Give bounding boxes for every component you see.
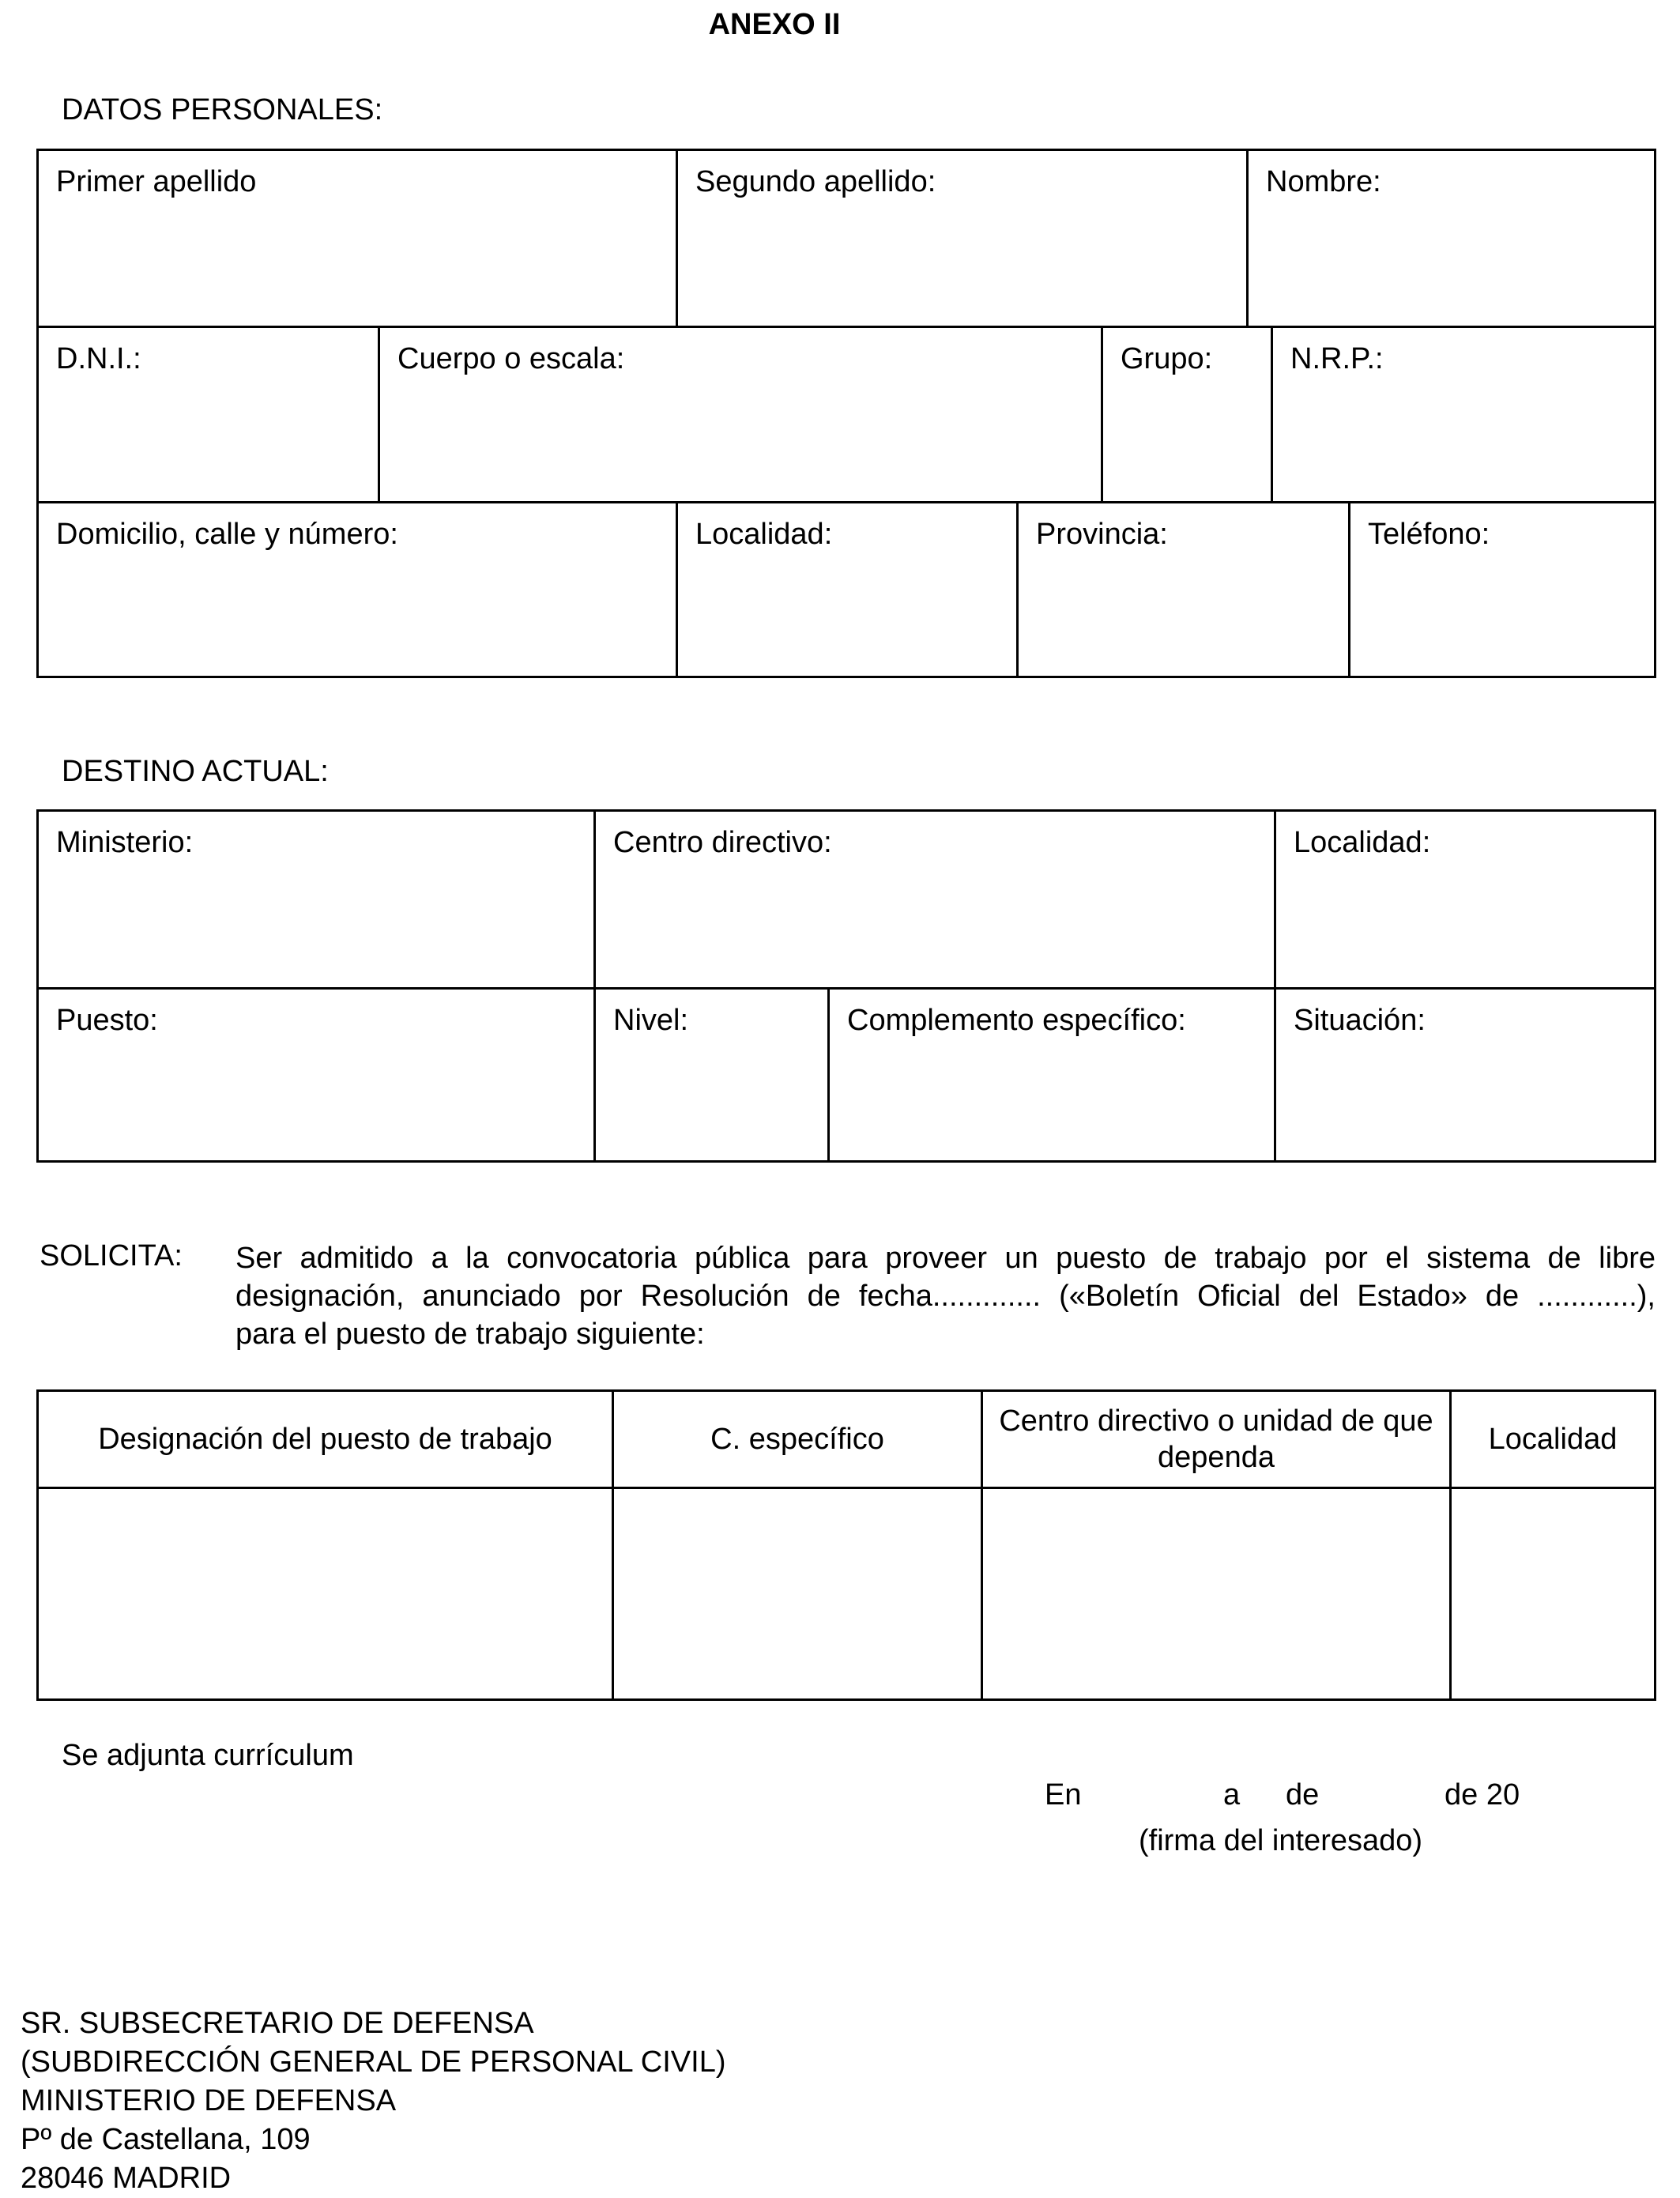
fecha-de-20: de 20: [1445, 1778, 1520, 1812]
field-label: Situación:: [1294, 1004, 1426, 1037]
address-block: [21, 2004, 725, 2198]
field-localidad[interactable]: [678, 503, 1019, 678]
address-line: Pº de Castellana, 109: [21, 2123, 311, 2156]
header-localidad: Localidad: [1488, 1423, 1618, 1456]
field-destino-localidad[interactable]: [1276, 812, 1654, 987]
solicita-text: [235, 1239, 1656, 1353]
destino-row-1: [39, 812, 1654, 987]
datos-personales-label: DATOS PERSONALES:: [62, 93, 383, 126]
fecha-en: En: [1045, 1778, 1082, 1812]
input-localidad[interactable]: [1452, 1489, 1654, 1701]
field-label: Teléfono:: [1368, 518, 1490, 551]
field-label: Puesto:: [56, 1004, 158, 1037]
field-cuerpo-escala[interactable]: [380, 328, 1103, 503]
field-label: Grupo:: [1121, 342, 1213, 375]
destino-actual-table: [36, 809, 1656, 1163]
field-label: Centro directivo:: [613, 826, 832, 859]
field-label: Provincia:: [1036, 518, 1168, 551]
puesto-header-row: [39, 1392, 1654, 1487]
field-telefono[interactable]: [1350, 503, 1654, 678]
field-label: Complemento específico:: [847, 1004, 1186, 1037]
address-line: SR. SUBSECRETARIO DE DEFENSA: [21, 2007, 534, 2040]
field-label: Primer apellido: [56, 165, 257, 198]
field-label: D.N.I.:: [56, 342, 141, 375]
field-label: Localidad:: [695, 518, 833, 551]
firma-interesado: (firma del interesado): [1139, 1824, 1423, 1857]
field-label: Localidad:: [1294, 826, 1431, 859]
fecha-de: de: [1286, 1778, 1320, 1812]
field-ministerio[interactable]: [39, 812, 596, 987]
field-label: N.R.P.:: [1290, 342, 1384, 375]
field-label: Ministerio:: [56, 826, 194, 859]
field-nrp[interactable]: [1273, 328, 1654, 503]
field-domicilio[interactable]: [39, 503, 678, 678]
datos-row-3: [39, 501, 1654, 678]
field-nombre[interactable]: [1249, 151, 1654, 326]
solicita-line: Ser admitido a la convocatoria pública para proveer un puesto de trabajo por el sistema de libre: [235, 1242, 1656, 1275]
field-provincia[interactable]: [1019, 503, 1350, 678]
puesto-data-row: [39, 1487, 1654, 1701]
field-complemento-especifico[interactable]: [830, 990, 1276, 1163]
field-primer-apellido[interactable]: [39, 151, 678, 326]
datos-row-1: [39, 151, 1654, 326]
adjunta-curriculum: Se adjunta currículum: [62, 1739, 354, 1772]
input-designacion[interactable]: [39, 1489, 614, 1701]
address-line: (SUBDIRECCIÓN GENERAL DE PERSONAL CIVIL): [21, 2045, 726, 2079]
field-puesto[interactable]: [39, 990, 596, 1163]
field-label: Nivel:: [613, 1004, 689, 1037]
datos-row-2: [39, 326, 1654, 503]
input-centro-directivo[interactable]: [983, 1489, 1452, 1701]
fecha-a: a: [1223, 1778, 1241, 1812]
page-title: ANEXO II: [708, 8, 841, 41]
datos-personales-table: [36, 149, 1656, 678]
header-centro-directivo: Centro directivo o unidad de que dependa: [983, 1392, 1452, 1487]
solicita-line: para el puesto de trabajo siguiente:: [235, 1318, 705, 1351]
solicita-line: designación, anunciado por Resolución de fecha............. («Boletín Oficial del Estado» de ............),: [235, 1280, 1656, 1313]
field-grupo[interactable]: [1103, 328, 1273, 503]
input-c-especifico[interactable]: [614, 1489, 983, 1701]
destino-row-2: [39, 987, 1654, 1163]
field-label: Domicilio, calle y número:: [56, 518, 398, 551]
field-centro-directivo[interactable]: [596, 812, 1276, 987]
destino-actual-label: DESTINO ACTUAL:: [62, 755, 329, 788]
field-situacion[interactable]: [1276, 990, 1654, 1163]
puesto-table: [36, 1389, 1656, 1701]
field-label: Cuerpo o escala:: [397, 342, 625, 375]
field-segundo-apellido[interactable]: [678, 151, 1249, 326]
header-c-especifico: C. específico: [614, 1392, 983, 1487]
address-line: MINISTERIO DE DEFENSA: [21, 2084, 397, 2117]
field-label: Segundo apellido:: [695, 165, 936, 198]
field-label: Nombre:: [1266, 165, 1381, 198]
solicita-label: SOLICITA:: [40, 1239, 183, 1272]
header-designacion: Designación del puesto de trabajo: [39, 1392, 614, 1487]
field-dni[interactable]: [39, 328, 380, 503]
address-line: 28046 MADRID: [21, 2162, 232, 2195]
field-nivel[interactable]: [596, 990, 830, 1163]
